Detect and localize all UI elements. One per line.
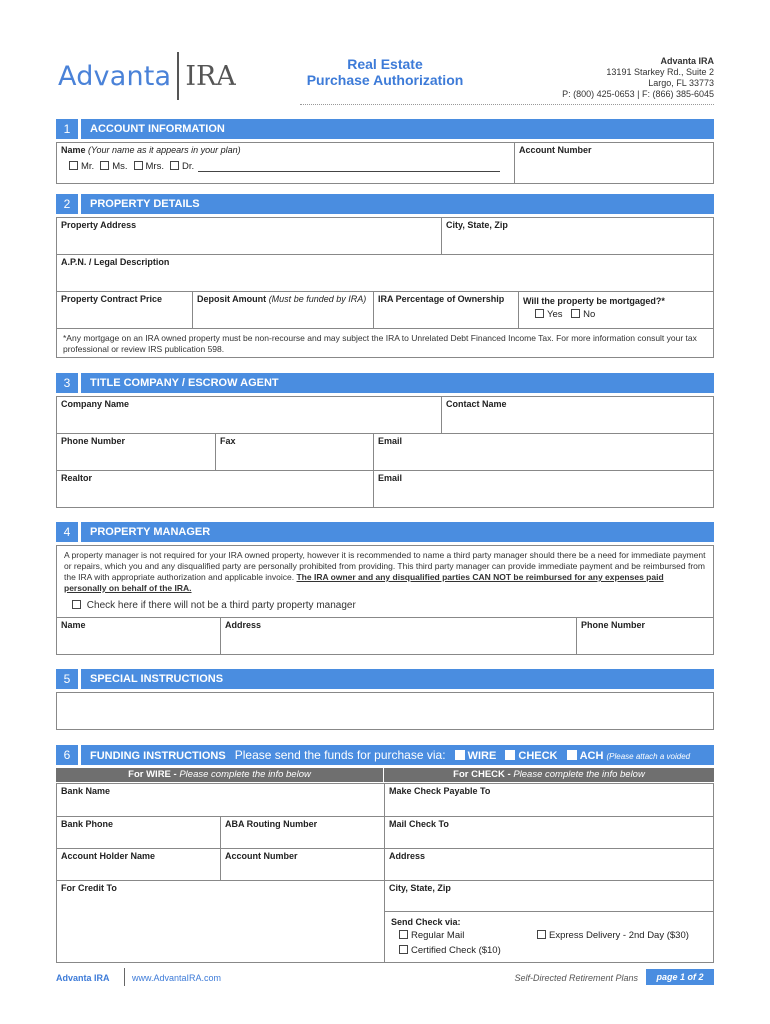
title-email-field[interactable]: [373, 433, 714, 471]
mortgage-yes[interactable]: [535, 309, 563, 320]
check-city-field[interactable]: [384, 880, 714, 912]
logo-advanta-text: Advanta: [58, 60, 172, 92]
aba-routing-label: ABA Routing Number: [225, 819, 318, 829]
name-field[interactable]: [56, 142, 515, 184]
mortgage-label: Will the property be mortgaged?*: [523, 296, 665, 306]
realtor-email-label: Email: [378, 473, 403, 483]
logo-ira-text: IRA: [185, 60, 236, 92]
realtor-field[interactable]: [56, 470, 374, 508]
mortgage-no-label: No: [583, 309, 596, 320]
apn-field[interactable]: [56, 254, 714, 292]
section-title: PROPERTY DETAILS: [81, 194, 714, 214]
property-manager-notice: [56, 545, 714, 618]
property-city-label: City, State, Zip: [446, 220, 508, 230]
mortgage-yes-label: Yes: [547, 309, 563, 320]
manager-address-label: Address: [225, 620, 262, 630]
wire-account-number-label: Account Number: [225, 851, 298, 861]
footer-website-link[interactable]: www.AdvantaIRA.com: [132, 973, 222, 983]
manager-name-field[interactable]: [56, 617, 221, 655]
salutation-mr[interactable]: [69, 161, 94, 172]
mortgage-footnote: *Any mortgage on an IRA owned property must be non-recourse and may subject the IRA to Unrelated Debt Financed Income Tax. For more information consult your tax professional or review IRS publication 598.: [56, 328, 714, 358]
name-line[interactable]: [198, 162, 500, 172]
apn-label: A.P.N. / Legal Description: [61, 257, 170, 267]
certified-check-option[interactable]: [399, 945, 707, 956]
notice-text: A property manager is not required for your IRA owned property, however it is recommended to name a third party manager should there be a need for immediate payment or repairs, which you and any disqualified party are personally prohibited from providing. This third party manager can provide immediate payment and be reimbursed from the IRA with appropriate authorization and applicable invoice.: [64, 550, 706, 582]
section-title: ACCOUNT INFORMATION: [81, 119, 714, 139]
ach-checkbox-icon[interactable]: [567, 750, 577, 760]
title-fax-field[interactable]: [215, 433, 374, 471]
ach-option-label: ACH: [579, 750, 604, 762]
ach-note: (Please attach a voided: [606, 752, 691, 761]
check-subheader-hint: Please complete the info below: [513, 769, 645, 780]
express-delivery-label: Express Delivery - 2nd Day ($30): [549, 930, 689, 941]
footer-tagline: Self-Directed Retirement Plans: [514, 973, 638, 983]
section-number: 3: [56, 373, 78, 393]
checkbox-icon[interactable]: [399, 930, 408, 939]
checkbox-icon[interactable]: [535, 309, 544, 318]
wire-checkbox-icon[interactable]: [455, 750, 465, 760]
section-number: 2: [56, 194, 78, 214]
check-subheader: [384, 768, 714, 782]
bank-name-field[interactable]: [56, 783, 385, 817]
check-address-field[interactable]: [384, 848, 714, 881]
deposit-amount-hint: (Must be funded by IRA): [268, 294, 367, 304]
section-2-header: [56, 194, 714, 214]
regular-mail-label: Regular Mail: [411, 930, 465, 941]
bank-name-label: Bank Name: [61, 786, 111, 796]
realtor-label: Realtor: [61, 473, 93, 483]
regular-mail-option[interactable]: [399, 930, 464, 941]
company-address-1: 13191 Starkey Rd., Suite 2: [606, 67, 714, 77]
account-number-field[interactable]: [514, 142, 714, 184]
salutation-ms[interactable]: [100, 161, 127, 172]
funding-prompt: Please send the funds for purchase via:: [234, 748, 446, 762]
ira-ownership-field[interactable]: [373, 291, 519, 329]
express-delivery-option[interactable]: [537, 930, 689, 941]
title-email-label: Email: [378, 436, 403, 446]
notice-bold-text: The IRA owner and any disqualified parties CAN NOT be reimbursed for any expenses paid personally on behalf of the IRA.: [64, 572, 664, 593]
manager-name-label: Name: [61, 620, 86, 630]
advanta-ira-logo: [58, 52, 236, 100]
salutation-mr-label: Mr.: [81, 161, 95, 172]
title-phone-field[interactable]: [56, 433, 216, 471]
company-address-2: Largo, FL 33773: [648, 78, 714, 88]
ira-ownership-label: IRA Percentage of Ownership: [378, 294, 505, 304]
name-hint: (Your name as it appears in your plan): [88, 145, 241, 155]
payable-to-field[interactable]: [384, 783, 714, 817]
title-contact-name-field[interactable]: [441, 396, 714, 434]
company-name: Advanta IRA: [660, 56, 714, 66]
section-number: 5: [56, 669, 78, 689]
mortgage-no[interactable]: [571, 309, 595, 320]
credit-to-field[interactable]: [56, 880, 385, 963]
logo-divider: [177, 52, 179, 100]
send-via-row-1: [391, 930, 707, 944]
section-title: FUNDING INSTRUCTIONS: [90, 750, 226, 762]
company-phone-fax: P: (800) 425-0653 | F: (866) 385-6045: [562, 89, 714, 99]
contact-name-label: Contact Name: [446, 399, 507, 409]
company-contact: [562, 56, 714, 100]
section-4-header: [56, 522, 714, 542]
bank-phone-label: Bank Phone: [61, 819, 114, 829]
section-3-header: [56, 373, 714, 393]
checkbox-icon[interactable]: [537, 930, 546, 939]
check-subheader-label: For CHECK -: [453, 769, 514, 780]
section-number: 4: [56, 522, 78, 542]
wire-subheader-hint: Please complete the info below: [179, 769, 311, 780]
special-instructions-field[interactable]: [56, 692, 714, 730]
salutation-row: [61, 161, 510, 172]
realtor-email-field[interactable]: [373, 470, 714, 508]
mortgage-question: [518, 291, 714, 329]
checkbox-icon[interactable]: [571, 309, 580, 318]
wire-subheader-label: For WIRE -: [128, 769, 180, 780]
property-address-label: Property Address: [61, 220, 137, 230]
name-label: Name: [61, 145, 86, 155]
header-divider: [300, 104, 714, 105]
title-fax-label: Fax: [220, 436, 236, 446]
section-title: SPECIAL INSTRUCTIONS: [81, 669, 714, 689]
salutation-mrs-label: Mrs.: [145, 161, 164, 172]
company-name-label: Company Name: [61, 399, 130, 409]
salutation-dr[interactable]: [170, 161, 194, 172]
send-via-label: Send Check via:: [391, 917, 461, 927]
section-title-bar: [81, 745, 714, 765]
title-phone-label: Phone Number: [61, 436, 126, 446]
account-holder-field[interactable]: [56, 848, 221, 881]
property-city-field[interactable]: [441, 217, 714, 255]
checkbox-icon[interactable]: [72, 600, 81, 609]
page-footer: [56, 968, 714, 988]
account-number-label: Account Number: [519, 145, 592, 155]
payable-to-label: Make Check Payable To: [389, 786, 491, 796]
checkbox-icon[interactable]: [134, 161, 143, 170]
section-number: 1: [56, 119, 78, 139]
no-manager-option[interactable]: [72, 600, 706, 611]
certified-check-label: Certified Check ($10): [411, 945, 501, 956]
page-number-badge: page 1 of 2: [646, 969, 714, 985]
checkbox-icon[interactable]: [170, 161, 179, 170]
check-checkbox-icon[interactable]: [505, 750, 515, 760]
salutation-ms-label: Ms.: [112, 161, 128, 172]
section-title: PROPERTY MANAGER: [81, 522, 714, 542]
salutation-mrs[interactable]: [134, 161, 164, 172]
property-address-field[interactable]: [56, 217, 442, 255]
send-check-via-group: [384, 911, 714, 963]
checkbox-icon[interactable]: [399, 945, 408, 954]
mortgage-options: [535, 309, 709, 320]
checkbox-icon[interactable]: [100, 161, 109, 170]
section-6-header: [56, 745, 714, 765]
wire-option-label: WIRE: [467, 750, 497, 762]
checkbox-icon[interactable]: [69, 161, 78, 170]
manager-phone-label: Phone Number: [581, 620, 646, 630]
wire-subheader: [56, 768, 383, 782]
bank-phone-field[interactable]: [56, 816, 221, 849]
salutation-dr-label: Dr.: [181, 161, 195, 172]
check-address-label: Address: [389, 851, 426, 861]
section-number: 6: [56, 745, 78, 765]
aba-routing-field[interactable]: [220, 816, 385, 849]
no-manager-label: Check here if there will not be a third party property manager: [86, 600, 356, 611]
mail-check-to-label: Mail Check To: [389, 819, 449, 829]
contract-price-field[interactable]: [56, 291, 193, 329]
credit-to-label: For Credit To: [61, 883, 117, 893]
title-line-1: Real Estate: [347, 56, 423, 72]
footer-divider: [124, 968, 125, 986]
wire-account-number-field[interactable]: [220, 848, 385, 881]
check-city-label: City, State, Zip: [389, 883, 451, 893]
manager-address-field[interactable]: [220, 617, 577, 655]
contract-price-label: Property Contract Price: [61, 294, 163, 304]
deposit-amount-field[interactable]: [192, 291, 374, 329]
check-option-label: CHECK: [518, 750, 558, 762]
mail-check-to-field[interactable]: [384, 816, 714, 849]
section-1-header: [56, 119, 714, 139]
footer-brand: Advanta IRA: [56, 973, 110, 983]
section-title: TITLE COMPANY / ESCROW AGENT: [81, 373, 714, 393]
title-company-name-field[interactable]: [56, 396, 442, 434]
section-5-header: [56, 669, 714, 689]
account-holder-label: Account Holder Name: [61, 851, 156, 861]
document-title: [300, 56, 470, 88]
deposit-amount-label: Deposit Amount: [197, 294, 267, 304]
title-line-2: Purchase Authorization: [306, 72, 464, 88]
manager-phone-field[interactable]: [576, 617, 714, 655]
